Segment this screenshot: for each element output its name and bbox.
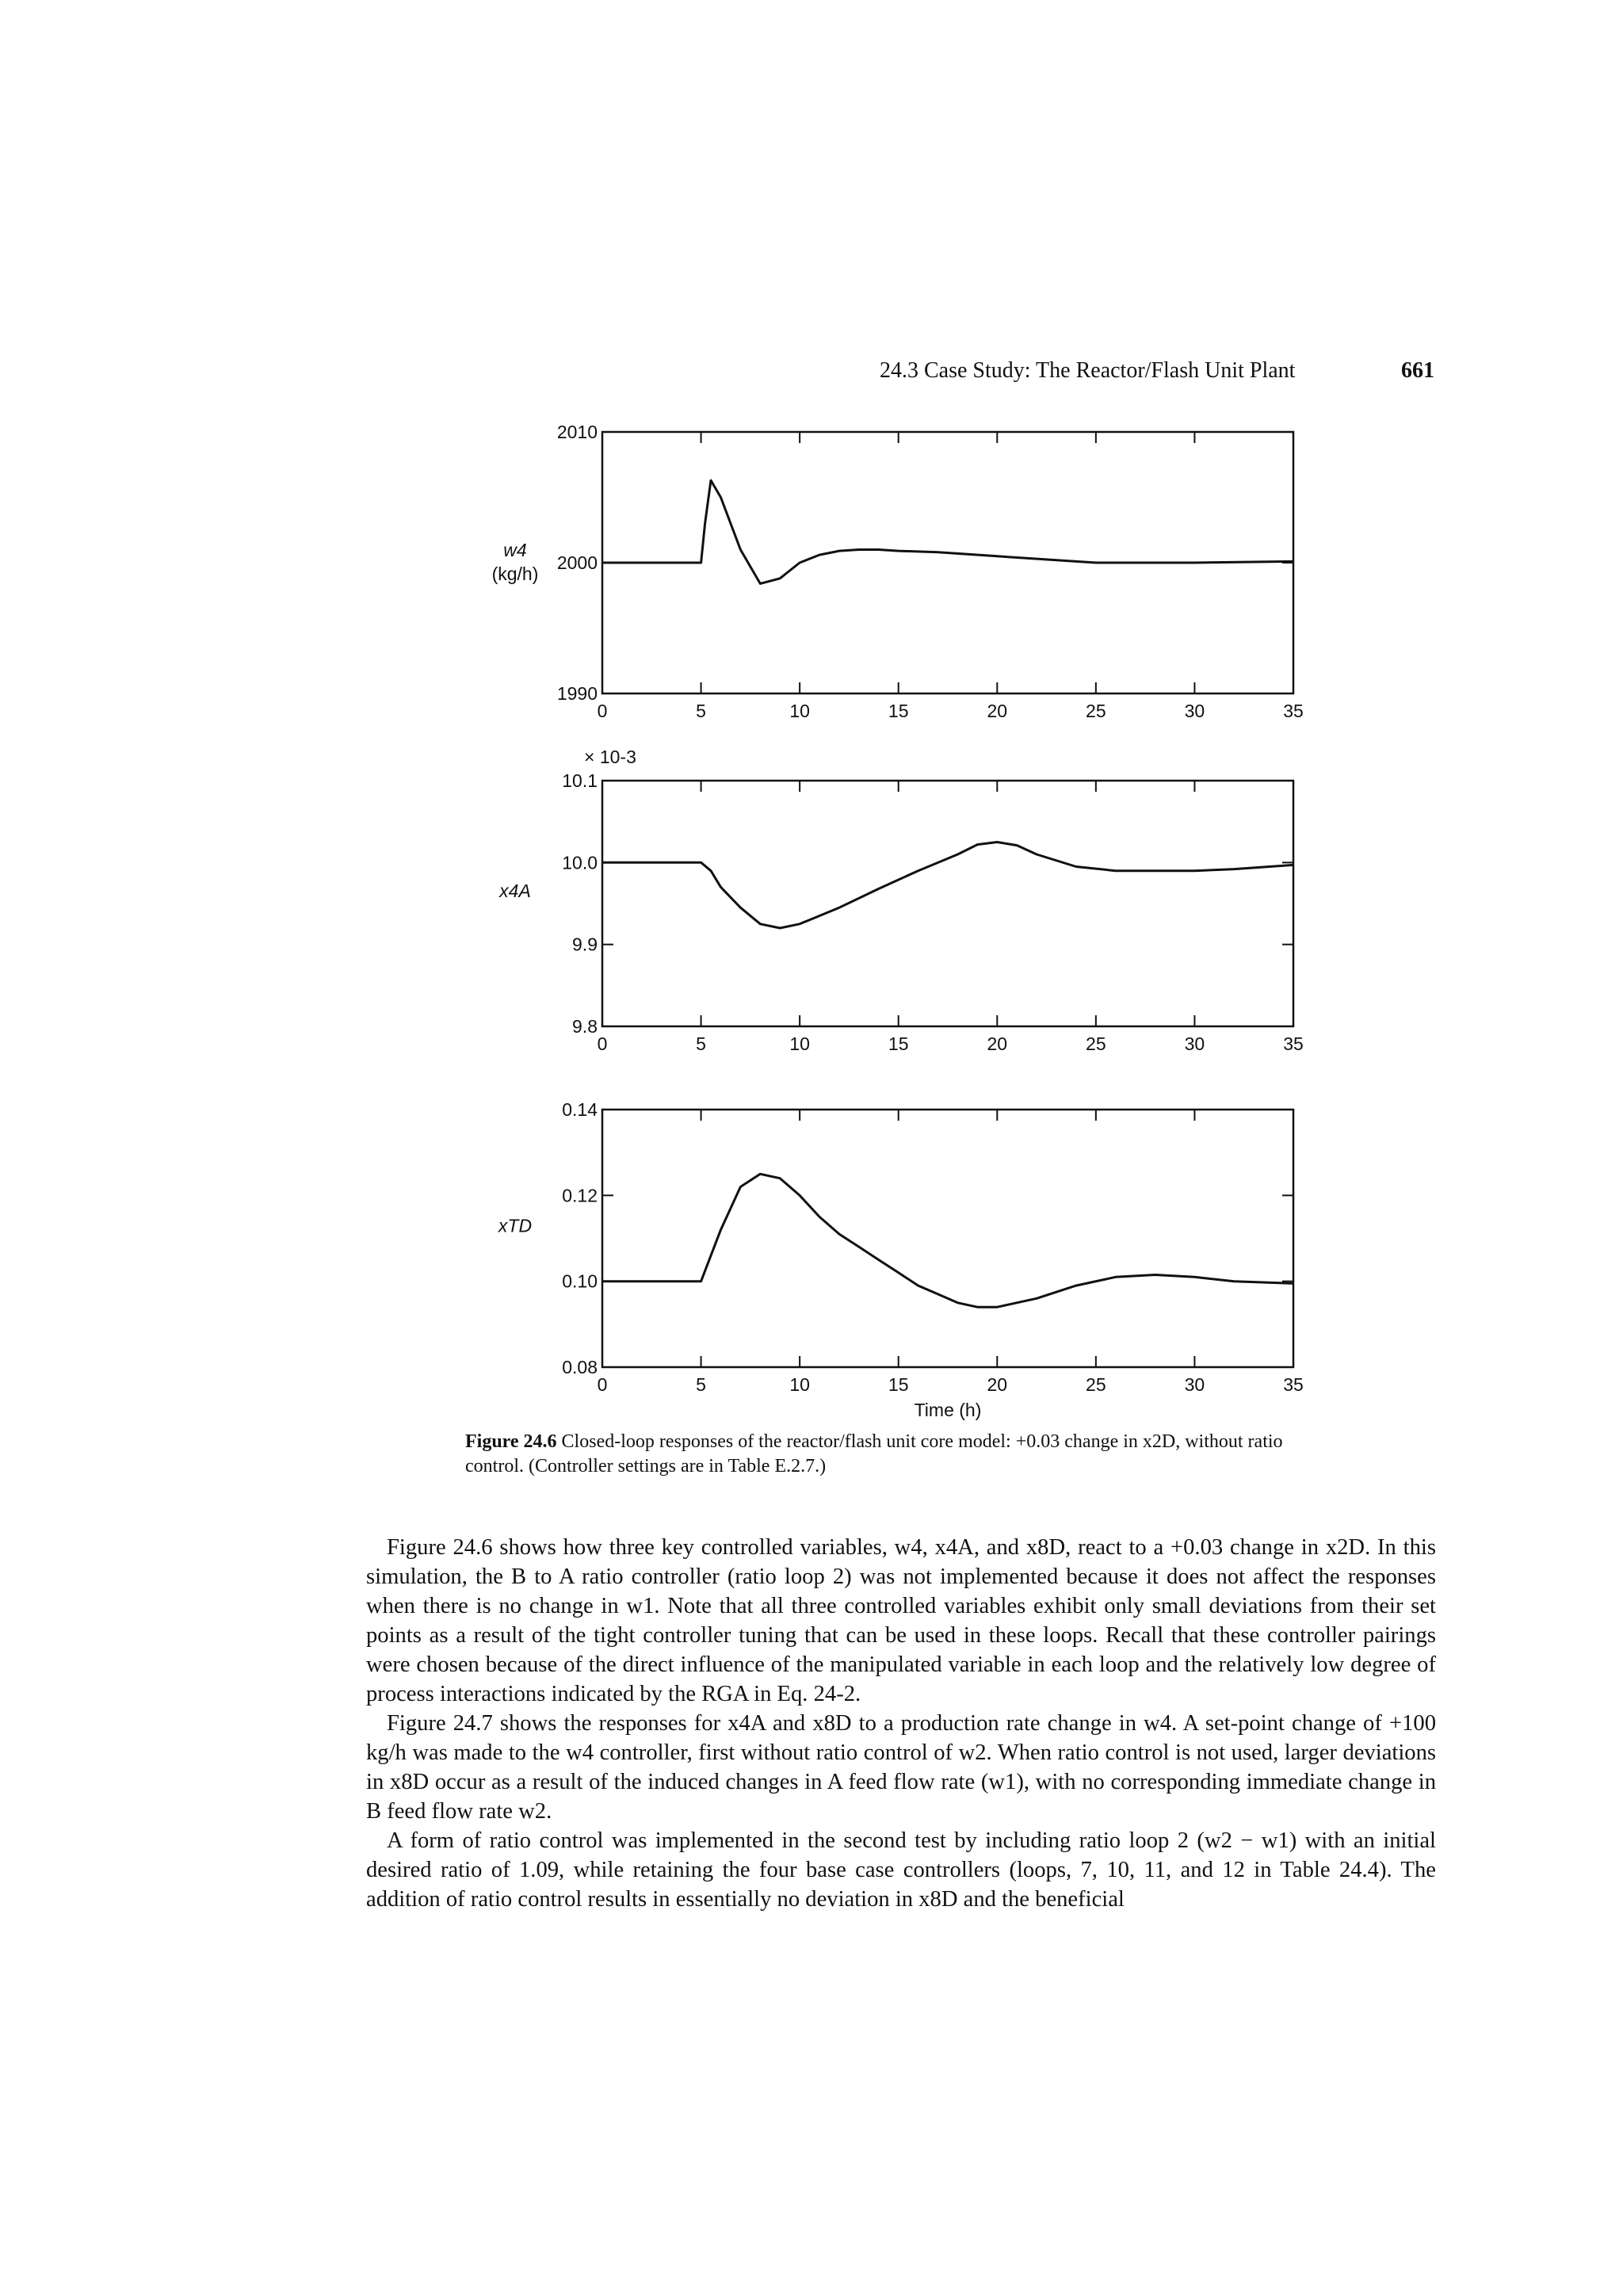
x-tick-label: 10	[789, 1374, 810, 1395]
paragraph-1: Figure 24.6 shows how three key controlled variables, w4, x4A, and x8D, react to a +0.03 change in x2D. In this simulation, the B to A ratio controller (ratio loop 2) was not implemented because it does not affect the responses when there is no change in w1. Note that all three controlled variables exhibit only small deviations from their set points as a result of the tight controller tuning that can be used in these loops. Recall that these controller pairings were chosen because of the direct influence of the manipulated variable in each loop and the relatively low degree of process interactions indicated by the RGA in Eq. 24-2.	[366, 1535, 1436, 1706]
x-tick-label: 0	[597, 1374, 608, 1395]
y-tick-label: 0.08	[562, 1357, 598, 1377]
x-tick-label: 0	[597, 1033, 608, 1054]
caption-text: Closed-loop responses of the reactor/flash unit core model: +0.03 change in x2D, without ratio control. (Controller settings are in Table E.2.7.)	[465, 1431, 1283, 1477]
figure-caption	[465, 1430, 1297, 1479]
y-tick-label: 9.8	[572, 1016, 598, 1037]
y-tick-label: 0.10	[562, 1270, 598, 1292]
x-tick-label: 10	[789, 701, 810, 721]
y-tick-label: 10.0	[562, 852, 598, 873]
x-tick-label: 30	[1184, 1374, 1205, 1395]
y-axis-label: w4	[503, 540, 527, 560]
x-tick-label: 15	[888, 1033, 909, 1054]
caption-label: Figure 24.6	[465, 1431, 557, 1452]
x-tick-label: 5	[696, 1374, 706, 1395]
x-tick-label: 10	[789, 1033, 810, 1054]
paragraph-3: A form of ratio control was implemented in the second test by including ratio loop 2 (w2 − w1) with an initial desired ratio of 1.09, while retaining the four base case controllers (loops, 7, 10, 11, and 12 in Table 24.4). The addition of ratio control results in essentially no deviation in x8D and the beneficial	[366, 1828, 1436, 1912]
body-text	[366, 1533, 1436, 1914]
y-axis-unit: (kg/h)	[491, 563, 539, 584]
section-title: 24.3 Case Study: The Reactor/Flash Unit Plant	[880, 358, 1296, 383]
series-line-1	[602, 480, 1293, 583]
y-tick-label: 2010	[556, 422, 598, 442]
x-tick-label: 15	[888, 1374, 909, 1395]
x-tick-label: 30	[1184, 701, 1205, 721]
x-tick-label: 5	[696, 1033, 706, 1054]
y-tick-label: 1990	[556, 683, 598, 704]
x-tick-label: 20	[987, 1374, 1008, 1395]
plot-frame-3	[602, 1110, 1293, 1367]
y-tick-label: 0.14	[562, 1099, 598, 1120]
x-tick-label: 25	[1086, 701, 1106, 721]
x-tick-label: 35	[1283, 1033, 1304, 1054]
series-line-3	[602, 1174, 1293, 1307]
figure-24-6	[0, 412, 1623, 1435]
x-tick-label: 5	[696, 701, 706, 721]
y-tick-label: 10.1	[562, 770, 598, 791]
x-tick-label: 0	[597, 701, 608, 721]
x-tick-label: 30	[1184, 1033, 1205, 1054]
y-axis-label: xTD	[498, 1215, 533, 1236]
x-tick-label: 35	[1283, 701, 1304, 721]
paragraph-2: Figure 24.7 shows the responses for x4A and x8D to a production rate change in w4. A set-point change of +100 kg/h was made to the w4 controller, first without ratio control of w2. When ratio control is not used, larger deviations in x8D occur as a result of the induced changes in A feed flow rate (w1), with no corresponding immediate change in B feed flow rate w2.	[366, 1711, 1436, 1824]
x-tick-label: 25	[1086, 1374, 1106, 1395]
y-tick-label: 2000	[556, 552, 598, 573]
axis-multiplier: × 10-3	[584, 747, 636, 767]
running-header	[880, 358, 1434, 384]
x-tick-label: 15	[888, 701, 909, 721]
y-axis-label: x4A	[499, 881, 531, 901]
y-tick-label: 0.12	[562, 1185, 598, 1206]
x-tick-label: 20	[987, 701, 1008, 721]
plot-frame-2	[602, 781, 1293, 1026]
x-tick-label: 25	[1086, 1033, 1106, 1054]
y-tick-label: 9.9	[572, 934, 598, 955]
series-line-2	[602, 842, 1293, 929]
x-tick-label: 20	[987, 1033, 1008, 1054]
x-tick-label: 35	[1283, 1374, 1304, 1395]
x-axis-label: Time (h)	[914, 1400, 982, 1420]
page-number: 661	[1401, 358, 1434, 383]
